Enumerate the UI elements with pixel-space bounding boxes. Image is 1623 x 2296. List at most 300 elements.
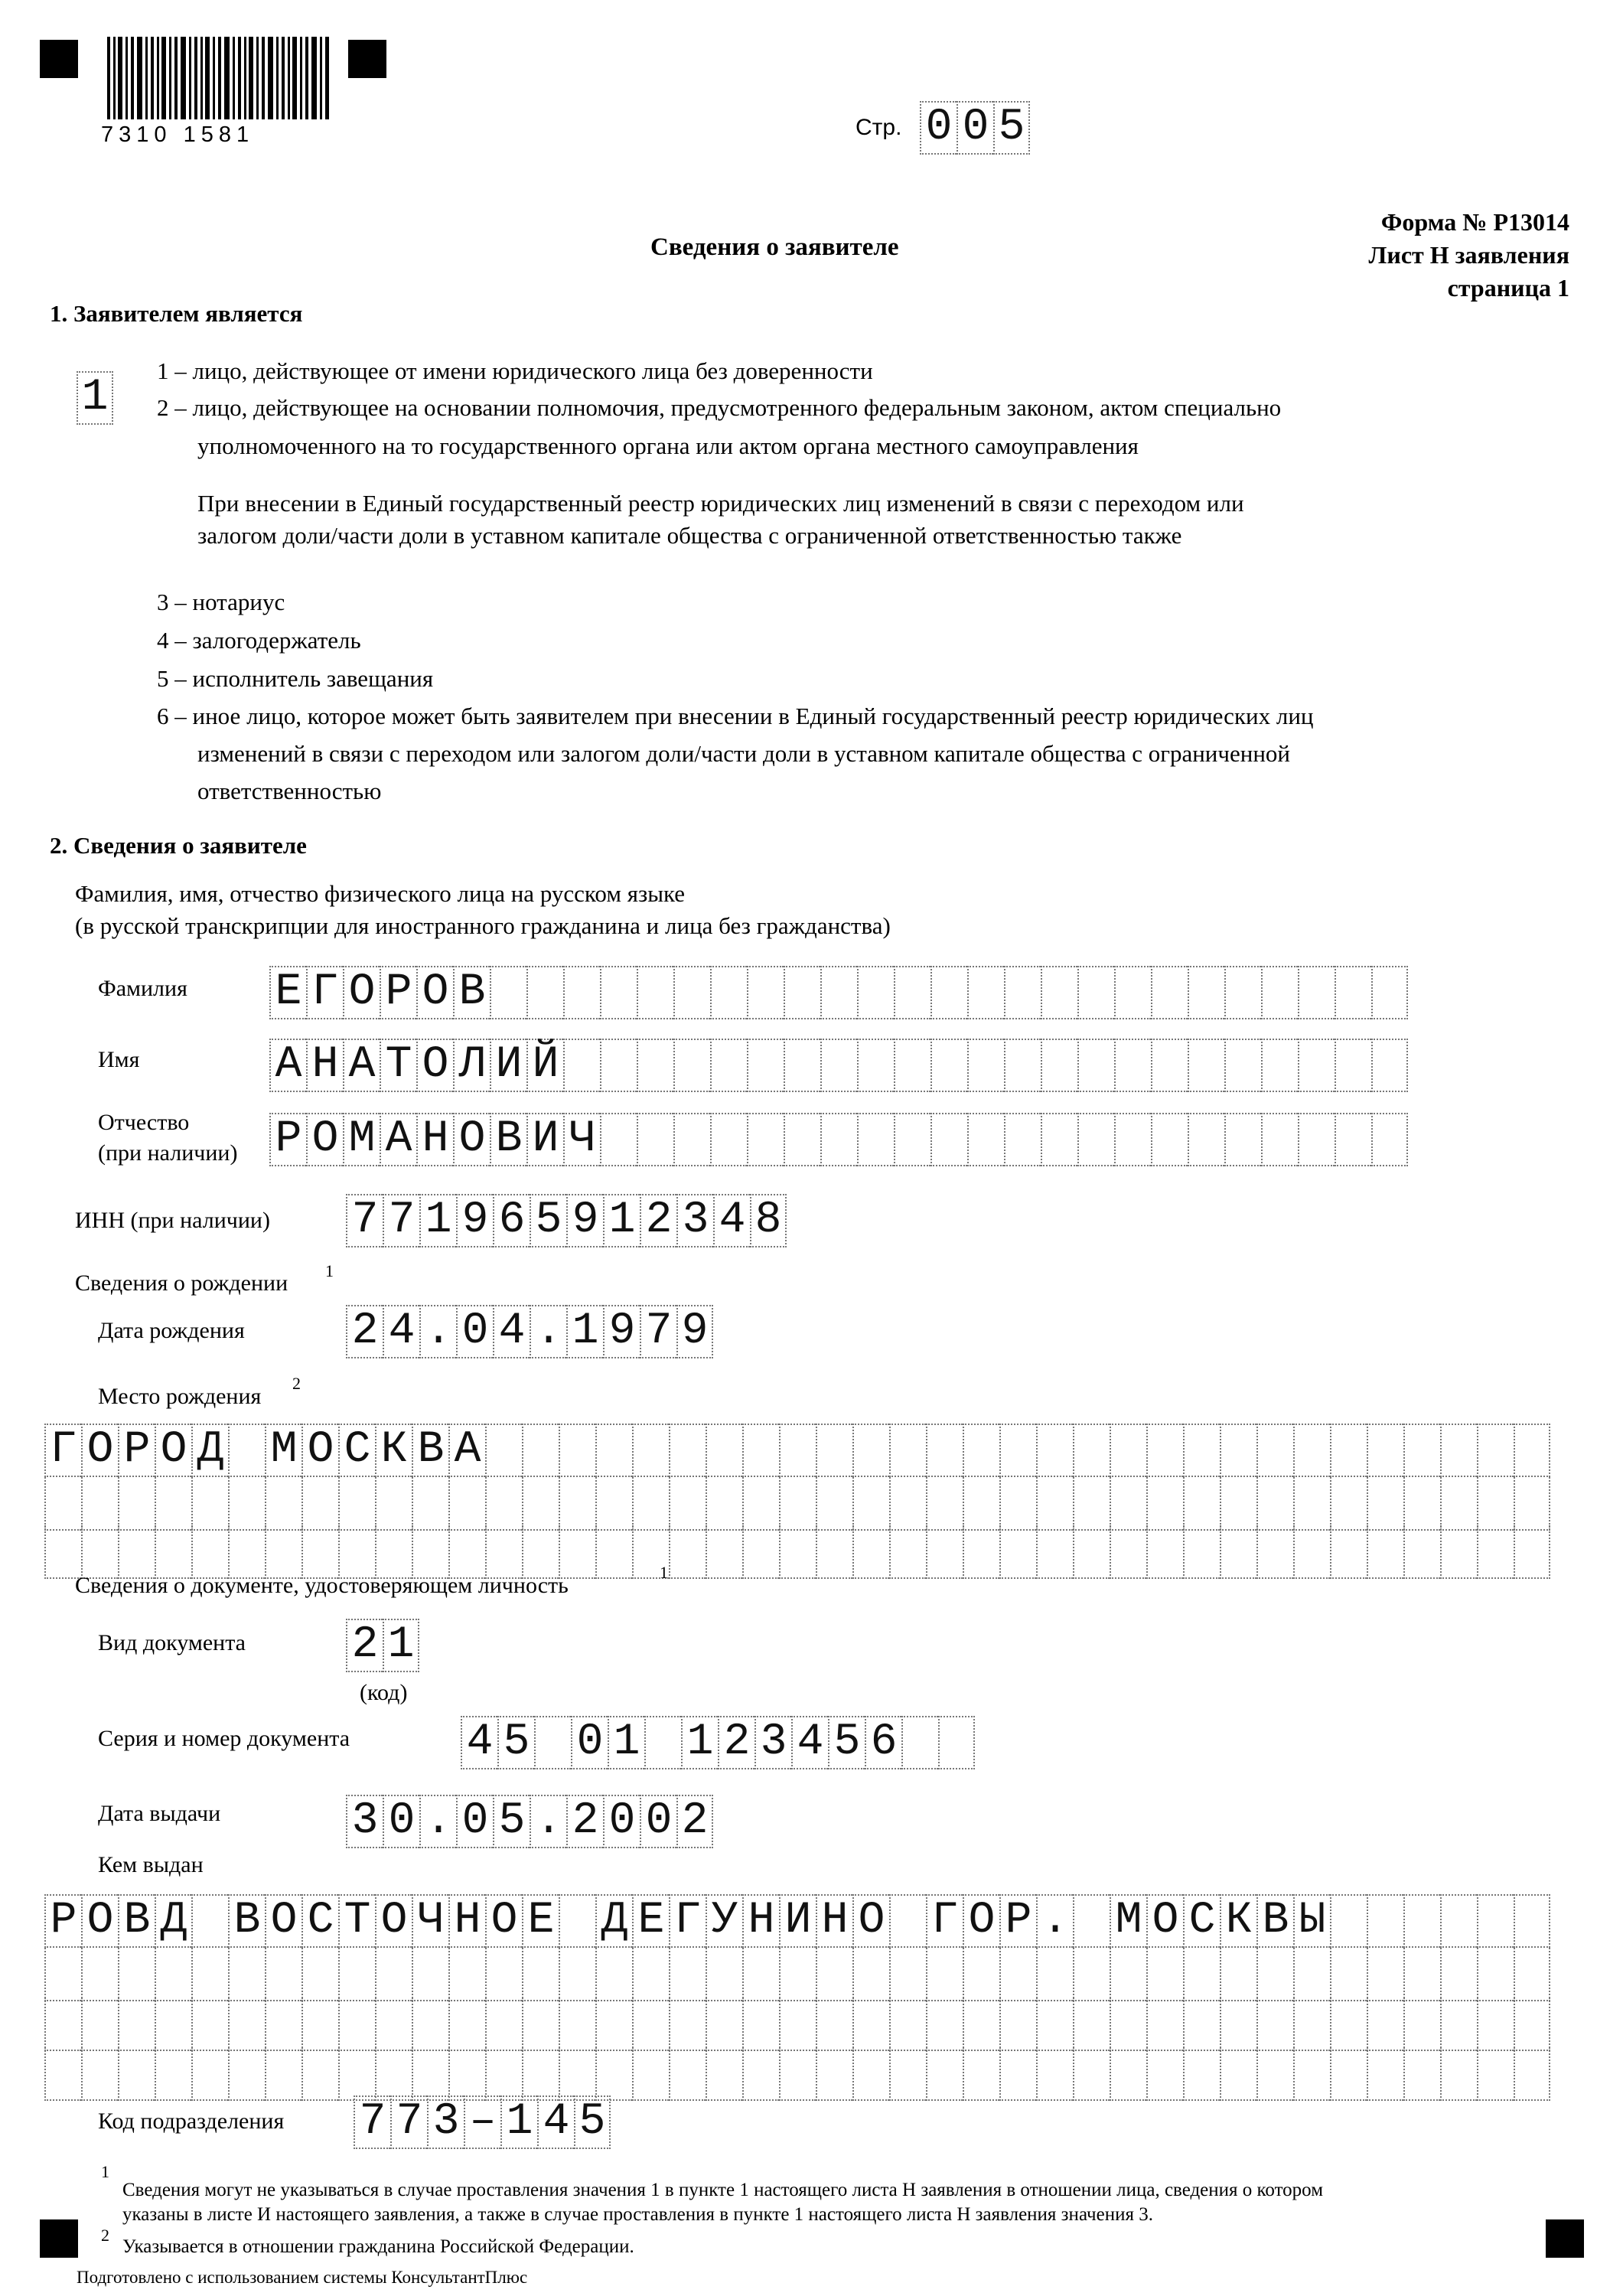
issued-by-cells-row4-cell[interactable]: [1293, 2047, 1330, 2101]
name-cells-cell[interactable]: [857, 1039, 894, 1092]
issued-by-cells-cell[interactable]: Н: [816, 1894, 852, 1948]
birth-place-cells-cell[interactable]: [1220, 1424, 1256, 1477]
name-cells-cell[interactable]: [1151, 1039, 1188, 1092]
issued-by-cells-cell[interactable]: [1403, 1894, 1440, 1948]
issued-by-cells-row4-cell[interactable]: [669, 2047, 706, 2101]
birth-place-cells-row3-cell[interactable]: [191, 1525, 228, 1579]
issued-by-cells-row4-cell[interactable]: [1477, 2047, 1514, 2101]
issued-by-cells-row2-cell[interactable]: [1146, 1948, 1183, 2001]
issued-by-cells-cell[interactable]: [1367, 1894, 1403, 1948]
birth-place-cells-cell[interactable]: Г: [44, 1424, 81, 1477]
birth-place-cells-row2-cell[interactable]: [301, 1477, 338, 1531]
surname-cells-cell[interactable]: Е: [269, 966, 306, 1019]
issued-by-cells-cell[interactable]: О: [485, 1894, 522, 1948]
birth-place-cells-cell[interactable]: [1256, 1424, 1293, 1477]
issue-date-cells-cell[interactable]: 0: [640, 1795, 676, 1848]
issued-by-cells-row4-cell[interactable]: [706, 2047, 742, 2101]
patronymic-cells-cell[interactable]: [1151, 1113, 1188, 1166]
issued-by-cells-row2-cell[interactable]: [963, 1948, 999, 2001]
birth-place-cells-cell[interactable]: О: [81, 1424, 118, 1477]
inn-cells-cell[interactable]: 3: [676, 1194, 713, 1247]
surname-cells-cell[interactable]: [967, 966, 1004, 1019]
surname-cells-cell[interactable]: [1261, 966, 1298, 1019]
issued-by-cells-row3-cell[interactable]: [963, 1998, 999, 2051]
birth-place-cells-row3-cell[interactable]: [485, 1525, 522, 1579]
birth-place-cells-row2-cell[interactable]: [963, 1477, 999, 1531]
birth-place-cells-cell[interactable]: К: [375, 1424, 412, 1477]
issued-by-cells-row4-cell[interactable]: [412, 2047, 448, 2101]
birth-place-cells-cell[interactable]: [1036, 1424, 1073, 1477]
issued-by-cells-row3-cell[interactable]: [1367, 1998, 1403, 2051]
birth-place-cells-cell[interactable]: [669, 1424, 706, 1477]
birth-date-cells-cell[interactable]: 4: [383, 1305, 419, 1358]
birth-place-cells-cell[interactable]: [1146, 1424, 1183, 1477]
birth-date-cells-cell[interactable]: 9: [676, 1305, 713, 1358]
birth-place-cells-row2-cell[interactable]: [412, 1477, 448, 1531]
birth-place-cells-row3-cell[interactable]: [742, 1525, 779, 1579]
name-cells-cell[interactable]: А: [269, 1039, 306, 1092]
birth-place-cells-cell[interactable]: А: [448, 1424, 485, 1477]
doc-number-cells-cell[interactable]: 2: [718, 1716, 754, 1769]
birth-place-cells-row3-cell[interactable]: [559, 1525, 595, 1579]
issued-by-cells-row2-cell[interactable]: [999, 1948, 1036, 2001]
issued-by-cells-row3-cell[interactable]: [375, 1998, 412, 2051]
issued-by-cells-cell[interactable]: В: [228, 1894, 265, 1948]
issued-by-cells-row3-cell[interactable]: [1256, 1998, 1293, 2051]
birth-place-cells-row2-cell[interactable]: [1293, 1477, 1330, 1531]
issued-by-cells-cell[interactable]: С: [1183, 1894, 1220, 1948]
birth-place-cells-row3-cell[interactable]: [338, 1525, 375, 1579]
birth-date-cells-cell[interactable]: 0: [456, 1305, 493, 1358]
issued-by-cells-row3-cell[interactable]: [852, 1998, 889, 2051]
issued-by-cells-row2-cell[interactable]: [44, 1948, 81, 2001]
birth-date-cells-cell[interactable]: .: [530, 1305, 566, 1358]
birth-place-cells-row2-cell[interactable]: [485, 1477, 522, 1531]
issued-by-cells-row2-cell[interactable]: [485, 1948, 522, 2001]
issued-by-cells-row2-cell[interactable]: [706, 1948, 742, 2001]
issued-by-cells-row3-cell[interactable]: [669, 1998, 706, 2051]
issued-by-cells-row2-cell[interactable]: [1256, 1948, 1293, 2001]
issue-date-cells-cell[interactable]: 5: [493, 1795, 530, 1848]
surname-cells-cell[interactable]: [1114, 966, 1151, 1019]
doc-number-cells-cell[interactable]: 5: [497, 1716, 534, 1769]
issue-date-cells-cell[interactable]: 0: [603, 1795, 640, 1848]
birth-place-cells-row2-cell[interactable]: [44, 1477, 81, 1531]
birth-date-cells-cell[interactable]: 7: [640, 1305, 676, 1358]
doc-number-cells-cell[interactable]: 0: [571, 1716, 608, 1769]
issued-by-cells-row4-cell[interactable]: [1440, 2047, 1477, 2101]
birth-place-cells-cell[interactable]: [595, 1424, 632, 1477]
birth-place-cells-row3-cell[interactable]: [1256, 1525, 1293, 1579]
birth-place-cells-cell[interactable]: [999, 1424, 1036, 1477]
issued-by-cells-row3-cell[interactable]: [44, 1998, 81, 2051]
issued-by-cells-row3-cell[interactable]: [742, 1998, 779, 2051]
birth-date-cells-cell[interactable]: 9: [603, 1305, 640, 1358]
name-cells-cell[interactable]: [1335, 1039, 1371, 1092]
issued-by-cells-row2-cell[interactable]: [338, 1948, 375, 2001]
birth-date-cells-cell[interactable]: .: [419, 1305, 456, 1358]
issued-by-cells-row2-cell[interactable]: [1183, 1948, 1220, 2001]
patronymic-cells-cell[interactable]: [1298, 1113, 1335, 1166]
subdivision-cells-cell[interactable]: 4: [537, 2095, 574, 2149]
subdivision-cells-cell[interactable]: 3: [427, 2095, 464, 2149]
birth-place-cells-row3-cell[interactable]: [963, 1525, 999, 1579]
birth-place-cells-cell[interactable]: [1367, 1424, 1403, 1477]
subdivision-cells-cell[interactable]: 5: [574, 2095, 611, 2149]
birth-place-cells-row2-cell[interactable]: [522, 1477, 559, 1531]
birth-place-cells-row2-cell[interactable]: [1367, 1477, 1403, 1531]
issued-by-cells-cell[interactable]: Е: [632, 1894, 669, 1948]
issued-by-cells-row3-cell[interactable]: [926, 1998, 963, 2051]
issued-by-cells-row2-cell[interactable]: [1403, 1948, 1440, 2001]
issue-date-cells-cell[interactable]: .: [419, 1795, 456, 1848]
birth-place-cells-cell[interactable]: [1514, 1424, 1550, 1477]
birth-place-cells-cell[interactable]: Р: [118, 1424, 155, 1477]
birth-place-cells-row3-cell[interactable]: [1220, 1525, 1256, 1579]
birth-place-cells-row3-cell[interactable]: [595, 1525, 632, 1579]
inn-cells-cell[interactable]: 1: [419, 1194, 456, 1247]
name-cells-cell[interactable]: И: [490, 1039, 526, 1092]
birth-place-cells-row2-cell[interactable]: [1440, 1477, 1477, 1531]
inn-cells-cell[interactable]: 9: [456, 1194, 493, 1247]
birth-place-cells-row3-cell[interactable]: [706, 1525, 742, 1579]
patronymic-cells-cell[interactable]: [1041, 1113, 1077, 1166]
patronymic-cells-cell[interactable]: [1188, 1113, 1224, 1166]
issued-by-cells-row2-cell[interactable]: [1514, 1948, 1550, 2001]
issued-by-cells-row4-cell[interactable]: [448, 2047, 485, 2101]
issued-by-cells-cell[interactable]: М: [1110, 1894, 1146, 1948]
birth-place-cells-row2-cell[interactable]: [448, 1477, 485, 1531]
birth-place-cells-cell[interactable]: [779, 1424, 816, 1477]
issued-by-cells-row4-cell[interactable]: [1220, 2047, 1256, 2101]
inn-cells-cell[interactable]: 2: [640, 1194, 676, 1247]
inn-cells-cell[interactable]: 7: [383, 1194, 419, 1247]
subdivision-cells-cell[interactable]: 7: [390, 2095, 427, 2149]
issued-by-cells-row3-cell[interactable]: [1146, 1998, 1183, 2051]
birth-date-cells-cell[interactable]: 1: [566, 1305, 603, 1358]
issue-date-cells-cell[interactable]: .: [530, 1795, 566, 1848]
issue-date-cells[interactable]: [346, 1795, 713, 1848]
issued-by-cells-row4-cell[interactable]: [1367, 2047, 1403, 2101]
issued-by-cells-row2-cell[interactable]: [1073, 1948, 1110, 2001]
issued-by-cells[interactable]: [44, 1894, 1550, 1948]
birth-place-cells-row3-cell[interactable]: [1367, 1525, 1403, 1579]
patronymic-cells[interactable]: [269, 1113, 1408, 1166]
birth-place-cells-row2-cell[interactable]: [1146, 1477, 1183, 1531]
birth-place-cells-row3-cell[interactable]: [1403, 1525, 1440, 1579]
issued-by-cells-row3-cell[interactable]: [816, 1998, 852, 2051]
birth-place-cells-row3-cell[interactable]: [669, 1525, 706, 1579]
issued-by-cells-row3-cell[interactable]: [522, 1998, 559, 2051]
surname-cells-cell[interactable]: [820, 966, 857, 1019]
birth-place-cells-row3-cell[interactable]: [1073, 1525, 1110, 1579]
issued-by-cells-row2-cell[interactable]: [779, 1948, 816, 2001]
doc-number-cells-cell[interactable]: 5: [828, 1716, 865, 1769]
patronymic-cells-cell[interactable]: [1335, 1113, 1371, 1166]
issued-by-cells-cell[interactable]: Ы: [1293, 1894, 1330, 1948]
birth-place-cells-row3-cell[interactable]: [44, 1525, 81, 1579]
issued-by-cells-cell[interactable]: С: [301, 1894, 338, 1948]
surname-cells-cell[interactable]: О: [416, 966, 453, 1019]
birth-place-cells-cell[interactable]: В: [412, 1424, 448, 1477]
issued-by-cells-row2-cell[interactable]: [81, 1948, 118, 2001]
issued-by-cells-cell[interactable]: Д: [155, 1894, 191, 1948]
issued-by-cells-row3-cell[interactable]: [706, 1998, 742, 2051]
issued-by-cells-row4-cell[interactable]: [595, 2047, 632, 2101]
issued-by-cells-row2-cell[interactable]: [816, 1948, 852, 2001]
birth-place-cells[interactable]: [44, 1424, 1550, 1477]
issued-by-cells-row4-cell[interactable]: [1036, 2047, 1073, 2101]
issued-by-cells-row3-cell[interactable]: [1330, 1998, 1367, 2051]
surname-cells-cell[interactable]: Р: [380, 966, 416, 1019]
issued-by-cells-row4-cell[interactable]: [191, 2047, 228, 2101]
issued-by-cells-row4-cell[interactable]: [999, 2047, 1036, 2101]
issue-date-cells-cell[interactable]: 2: [566, 1795, 603, 1848]
issued-by-cells-cell[interactable]: О: [375, 1894, 412, 1948]
patronymic-cells-cell[interactable]: [1371, 1113, 1408, 1166]
patronymic-cells-cell[interactable]: Р: [269, 1113, 306, 1166]
birth-place-cells-row2-cell[interactable]: [375, 1477, 412, 1531]
birth-date-cells-cell[interactable]: 2: [346, 1305, 383, 1358]
birth-place-cells-row2-cell[interactable]: [118, 1477, 155, 1531]
issued-by-cells-row4-cell[interactable]: [1110, 2047, 1146, 2101]
birth-place-cells-row3-cell[interactable]: [889, 1525, 926, 1579]
surname-cells-cell[interactable]: [894, 966, 930, 1019]
issued-by-cells-row2-cell[interactable]: [118, 1948, 155, 2001]
patronymic-cells-cell[interactable]: [710, 1113, 747, 1166]
issued-by-cells-cell[interactable]: [191, 1894, 228, 1948]
issued-by-cells-row3-cell[interactable]: [1293, 1998, 1330, 2051]
birth-place-cells-cell[interactable]: [632, 1424, 669, 1477]
issued-by-cells-row3-cell[interactable]: [1514, 1998, 1550, 2051]
birth-place-cells-row3-cell[interactable]: [1183, 1525, 1220, 1579]
birth-place-cells-row2-cell[interactable]: [926, 1477, 963, 1531]
birth-place-cells-row2-cell[interactable]: [632, 1477, 669, 1531]
doc-type-cells[interactable]: [346, 1619, 419, 1672]
birth-place-cells-cell[interactable]: [1477, 1424, 1514, 1477]
name-cells-cell[interactable]: [637, 1039, 673, 1092]
birth-place-cells-row2-cell[interactable]: [338, 1477, 375, 1531]
birth-place-cells-cell[interactable]: [485, 1424, 522, 1477]
name-cells-cell[interactable]: [747, 1039, 784, 1092]
issued-by-cells-row3-cell[interactable]: [448, 1998, 485, 2051]
name-cells-cell[interactable]: [1188, 1039, 1224, 1092]
issued-by-cells-row2-cell[interactable]: [375, 1948, 412, 2001]
birth-place-cells-cell[interactable]: [1440, 1424, 1477, 1477]
birth-place-cells-row3[interactable]: [44, 1525, 1550, 1579]
surname-cells-cell[interactable]: [1298, 966, 1335, 1019]
birth-place-cells-row2-cell[interactable]: [669, 1477, 706, 1531]
doc-number-cells-cell[interactable]: 1: [608, 1716, 644, 1769]
surname-cells-cell[interactable]: [490, 966, 526, 1019]
issued-by-cells-row4-cell[interactable]: [1514, 2047, 1550, 2101]
birth-place-cells-cell[interactable]: [1073, 1424, 1110, 1477]
doc-number-cells-cell[interactable]: [901, 1716, 938, 1769]
issued-by-cells-cell[interactable]: [1073, 1894, 1110, 1948]
issued-by-cells-row2-cell[interactable]: [301, 1948, 338, 2001]
surname-cells-cell[interactable]: [673, 966, 710, 1019]
birth-place-cells-row3-cell[interactable]: [1477, 1525, 1514, 1579]
issue-date-cells-cell[interactable]: 0: [456, 1795, 493, 1848]
birth-place-cells-cell[interactable]: [522, 1424, 559, 1477]
inn-cells-cell[interactable]: 1: [603, 1194, 640, 1247]
issued-by-cells-row4-cell[interactable]: [228, 2047, 265, 2101]
birth-date-cells-cell[interactable]: 4: [493, 1305, 530, 1358]
issued-by-cells-row4-cell[interactable]: [742, 2047, 779, 2101]
issued-by-cells-cell[interactable]: Е: [522, 1894, 559, 1948]
issued-by-cells-row2-cell[interactable]: [1330, 1948, 1367, 2001]
name-cells-cell[interactable]: [1004, 1039, 1041, 1092]
issued-by-cells-row3-cell[interactable]: [1403, 1998, 1440, 2051]
issued-by-cells-cell[interactable]: Н: [742, 1894, 779, 1948]
issued-by-cells-row2-cell[interactable]: [448, 1948, 485, 2001]
surname-cells-cell[interactable]: [1188, 966, 1224, 1019]
name-cells-cell[interactable]: [563, 1039, 600, 1092]
doc-number-cells-cell[interactable]: 4: [791, 1716, 828, 1769]
issued-by-cells-row2-cell[interactable]: [412, 1948, 448, 2001]
birth-place-cells-row2-cell[interactable]: [852, 1477, 889, 1531]
surname-cells-cell[interactable]: [563, 966, 600, 1019]
surname-cells-cell[interactable]: [1077, 966, 1114, 1019]
birth-place-cells-row2-cell[interactable]: [1330, 1477, 1367, 1531]
patronymic-cells-cell[interactable]: И: [526, 1113, 563, 1166]
birth-place-cells-row2-cell[interactable]: [595, 1477, 632, 1531]
issued-by-cells-row2-cell[interactable]: [632, 1948, 669, 2001]
issued-by-cells-row3-cell[interactable]: [595, 1998, 632, 2051]
birth-place-cells-row3-cell[interactable]: [816, 1525, 852, 1579]
patronymic-cells-cell[interactable]: [1261, 1113, 1298, 1166]
birth-place-cells-cell[interactable]: М: [265, 1424, 301, 1477]
issued-by-cells-row4-cell[interactable]: [852, 2047, 889, 2101]
name-cells-cell[interactable]: [930, 1039, 967, 1092]
issued-by-cells-cell[interactable]: И: [779, 1894, 816, 1948]
birth-place-cells-row3-cell[interactable]: [1146, 1525, 1183, 1579]
issued-by-cells-row3-cell[interactable]: [559, 1998, 595, 2051]
doc-type-cells-cell[interactable]: 2: [346, 1619, 383, 1672]
surname-cells-cell[interactable]: [710, 966, 747, 1019]
surname-cells-cell[interactable]: [1151, 966, 1188, 1019]
issued-by-cells-row3-cell[interactable]: [1183, 1998, 1220, 2051]
birth-place-cells-row3-cell[interactable]: [1440, 1525, 1477, 1579]
issued-by-cells-row2-cell[interactable]: [742, 1948, 779, 2001]
issued-by-cells-cell[interactable]: О: [963, 1894, 999, 1948]
birth-place-cells-row3-cell[interactable]: [375, 1525, 412, 1579]
surname-cells-cell[interactable]: [1371, 966, 1408, 1019]
birth-place-cells-cell[interactable]: [816, 1424, 852, 1477]
name-cells[interactable]: [269, 1039, 1408, 1092]
issued-by-cells-row2-cell[interactable]: [559, 1948, 595, 2001]
issued-by-cells-row3-cell[interactable]: [155, 1998, 191, 2051]
birth-place-cells-row3-cell[interactable]: [1036, 1525, 1073, 1579]
patronymic-cells-cell[interactable]: [784, 1113, 820, 1166]
doc-number-cells-cell[interactable]: 3: [754, 1716, 791, 1769]
surname-cells-cell[interactable]: [600, 966, 637, 1019]
issued-by-cells-row3-cell[interactable]: [412, 1998, 448, 2051]
surname-cells-cell[interactable]: [1224, 966, 1261, 1019]
issued-by-cells-row4-cell[interactable]: [632, 2047, 669, 2101]
name-cells-cell[interactable]: А: [343, 1039, 380, 1092]
issued-by-cells-row3-cell[interactable]: [301, 1998, 338, 2051]
name-cells-cell[interactable]: [600, 1039, 637, 1092]
issued-by-cells-row3-cell[interactable]: [1440, 1998, 1477, 2051]
patronymic-cells-cell[interactable]: [673, 1113, 710, 1166]
birth-place-cells-row2-cell[interactable]: [999, 1477, 1036, 1531]
issued-by-cells-row4-cell[interactable]: [1146, 2047, 1183, 2101]
birth-place-cells-row3-cell[interactable]: [228, 1525, 265, 1579]
issued-by-cells-cell[interactable]: О: [81, 1894, 118, 1948]
patronymic-cells-cell[interactable]: [1077, 1113, 1114, 1166]
birth-place-cells-row2-cell[interactable]: [1514, 1477, 1550, 1531]
doc-type-cells-cell[interactable]: 1: [383, 1619, 419, 1672]
issued-by-cells-cell[interactable]: Г: [669, 1894, 706, 1948]
issued-by-cells-cell[interactable]: О: [852, 1894, 889, 1948]
birth-place-cells-row3-cell[interactable]: [81, 1525, 118, 1579]
name-cells-cell[interactable]: [1114, 1039, 1151, 1092]
subdivision-cells-cell[interactable]: 7: [354, 2095, 390, 2149]
birth-place-cells-row3-cell[interactable]: [522, 1525, 559, 1579]
birth-place-cells-cell[interactable]: С: [338, 1424, 375, 1477]
issued-by-cells-row3-cell[interactable]: [1477, 1998, 1514, 2051]
inn-cells-cell[interactable]: 5: [530, 1194, 566, 1247]
issued-by-cells-cell[interactable]: У: [706, 1894, 742, 1948]
issued-by-cells-row4-cell[interactable]: [44, 2047, 81, 2101]
issued-by-cells-row3-cell[interactable]: [485, 1998, 522, 2051]
patronymic-cells-cell[interactable]: А: [380, 1113, 416, 1166]
patronymic-cells-cell[interactable]: [930, 1113, 967, 1166]
patronymic-cells-cell[interactable]: [820, 1113, 857, 1166]
patronymic-cells-cell[interactable]: [1004, 1113, 1041, 1166]
issued-by-cells-row3-cell[interactable]: [779, 1998, 816, 2051]
issued-by-cells-cell[interactable]: Г: [926, 1894, 963, 1948]
birth-place-cells-row3-cell[interactable]: [999, 1525, 1036, 1579]
issued-by-cells-row4-cell[interactable]: [1403, 2047, 1440, 2101]
birth-place-cells-row2[interactable]: [44, 1477, 1550, 1531]
issued-by-cells-row2-cell[interactable]: [228, 1948, 265, 2001]
issued-by-cells-row4[interactable]: [44, 2047, 1550, 2101]
issued-by-cells-cell[interactable]: О: [1146, 1894, 1183, 1948]
issued-by-cells-row2-cell[interactable]: [1440, 1948, 1477, 2001]
birth-place-cells-row3-cell[interactable]: [852, 1525, 889, 1579]
birth-place-cells-row2-cell[interactable]: [706, 1477, 742, 1531]
issued-by-cells-row4-cell[interactable]: [889, 2047, 926, 2101]
inn-cells-cell[interactable]: 4: [713, 1194, 750, 1247]
birth-place-cells-row2-cell[interactable]: [228, 1477, 265, 1531]
birth-place-cells-row2-cell[interactable]: [779, 1477, 816, 1531]
issued-by-cells-row3-cell[interactable]: [1073, 1998, 1110, 2051]
birth-place-cells-row2-cell[interactable]: [191, 1477, 228, 1531]
issued-by-cells-cell[interactable]: [1330, 1894, 1367, 1948]
inn-cells-cell[interactable]: 7: [346, 1194, 383, 1247]
birth-place-cells-row3-cell[interactable]: [779, 1525, 816, 1579]
birth-place-cells-row2-cell[interactable]: [816, 1477, 852, 1531]
issued-by-cells-row3-cell[interactable]: [999, 1998, 1036, 2051]
doc-number-cells-cell[interactable]: [644, 1716, 681, 1769]
patronymic-cells-cell[interactable]: О: [306, 1113, 343, 1166]
inn-cells[interactable]: [346, 1194, 787, 1247]
issued-by-cells-row3-cell[interactable]: [1110, 1998, 1146, 2051]
name-cells-cell[interactable]: [784, 1039, 820, 1092]
issued-by-cells-row4-cell[interactable]: [779, 2047, 816, 2101]
issued-by-cells-row2-cell[interactable]: [155, 1948, 191, 2001]
birth-place-cells-row3-cell[interactable]: [1110, 1525, 1146, 1579]
birth-place-cells-cell[interactable]: [1183, 1424, 1220, 1477]
name-cells-cell[interactable]: О: [416, 1039, 453, 1092]
surname-cells-cell[interactable]: [1335, 966, 1371, 1019]
patronymic-cells-cell[interactable]: М: [343, 1113, 380, 1166]
birth-place-cells-row2-cell[interactable]: [1477, 1477, 1514, 1531]
subdivision-cells-cell[interactable]: 1: [500, 2095, 537, 2149]
issued-by-cells-row3-cell[interactable]: [1036, 1998, 1073, 2051]
